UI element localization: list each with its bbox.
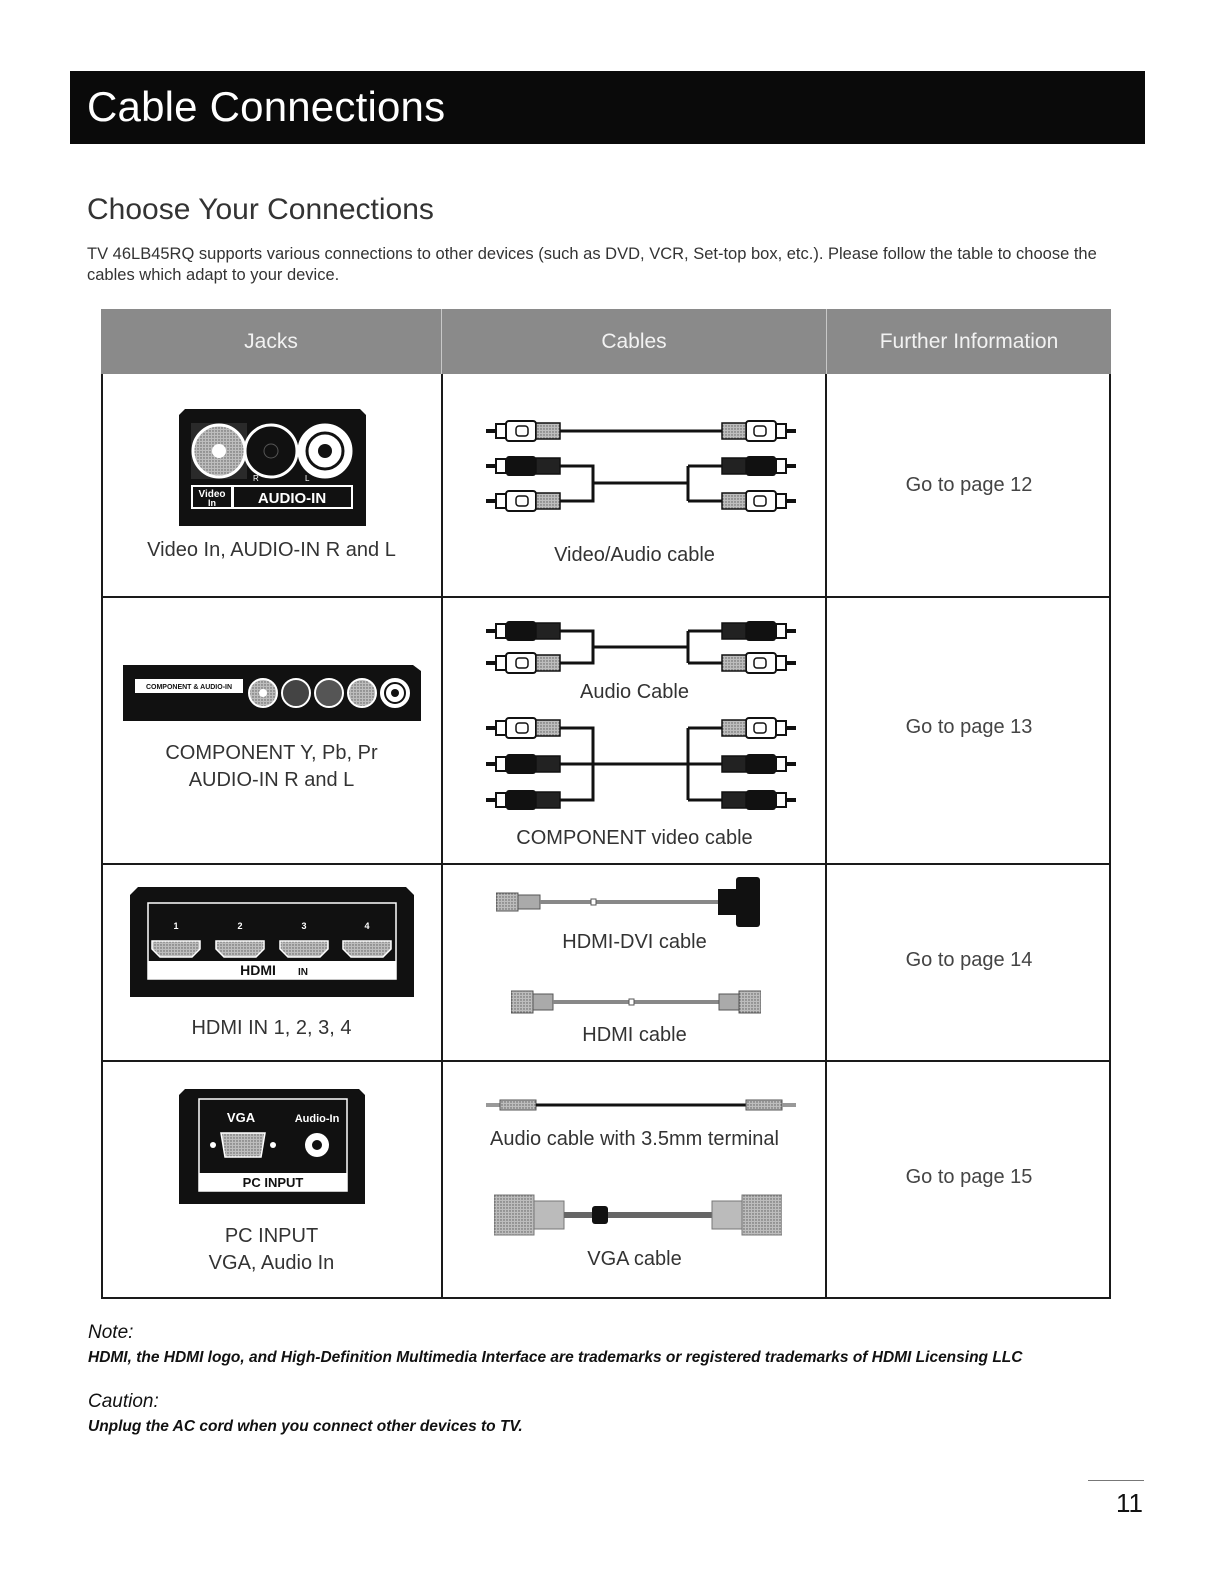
note-body: HDMI, the HDMI logo, and High-Definition Multimedia Interface are trademarks or registered trademarks of HDMI Licensing LLC	[88, 1349, 1023, 1366]
audio-in-jack-label: Audio-In	[294, 1113, 340, 1125]
jack-description-row4-line1: PC INPUT	[224, 1225, 319, 1247]
jack-description-row4-line2: VGA, Audio In	[208, 1252, 335, 1274]
pc-input-panel-title: PC INPUT	[242, 1175, 304, 1190]
section-subtitle: Choose Your Connections	[87, 193, 434, 226]
vga-cable-icon	[494, 1189, 782, 1241]
goto-page-15: Go to page 15	[905, 1166, 1033, 1188]
jack-description-row1: Video In, AUDIO-IN R and L	[147, 539, 396, 561]
jack-description-row2-line1: COMPONENT Y, Pb, Pr	[165, 742, 378, 764]
row-divider-2	[101, 863, 1111, 865]
row-divider-1	[101, 596, 1111, 598]
cable-label-vga: VGA cable	[587, 1248, 682, 1270]
intro-paragraph: TV 46LB45RQ supports various connections to other devices (such as DVD, VCR, Set-top box, etc.). Please follow the table to choose the cables which adapt to your device.	[87, 245, 1097, 284]
jack-description-row4	[101, 1223, 442, 1277]
header-jacks: Jacks	[101, 309, 442, 374]
caution-body: Unplug the AC cord when you connect other devices to TV.	[88, 1418, 523, 1435]
jack-r-label: R	[253, 474, 259, 483]
svg-text:Video: Video	[198, 489, 226, 500]
audio-cable-icon	[486, 617, 796, 677]
table-border-bottom	[101, 1297, 1111, 1299]
goto-page-12: Go to page 12	[905, 474, 1033, 496]
hdmi-cable-icon	[511, 987, 761, 1017]
page-number: 11	[1116, 1488, 1143, 1518]
table-border-left	[101, 374, 103, 1299]
cable-label-hdmi: HDMI cable	[582, 1024, 687, 1046]
jack-l-label: L	[305, 474, 310, 483]
vga-label: VGA	[226, 1110, 256, 1125]
audio-in-label: AUDIO-IN	[257, 490, 327, 507]
caution-heading: Caution:	[88, 1391, 159, 1412]
component-panel-title: COMPONENT & AUDIO-IN	[145, 684, 233, 691]
hdmi-port-2-label: 2	[237, 921, 243, 931]
cable-label-hdmi-dvi: HDMI-DVI cable	[562, 931, 707, 953]
header-further-information: Further Information	[827, 309, 1111, 374]
goto-page-14: Go to page 14	[905, 949, 1033, 971]
hdmi-port-1-label: 1	[173, 921, 179, 931]
page-number-rule	[1088, 1480, 1144, 1481]
svg-text:In: In	[208, 498, 216, 508]
page-title: Cable Connections	[87, 83, 446, 130]
hdmi-input-panel-icon	[130, 887, 414, 997]
goto-page-13: Go to page 13	[905, 716, 1033, 738]
hdmi-port-4-label: 4	[364, 921, 370, 931]
row-divider-3	[101, 1060, 1111, 1062]
table-border-right	[1109, 374, 1111, 1299]
connections-table	[101, 309, 1111, 1299]
jack-description-row2	[101, 740, 442, 794]
cable-label-row1: Video/Audio cable	[554, 544, 715, 566]
note-heading: Note:	[88, 1322, 134, 1343]
cable-label-component: COMPONENT video cable	[516, 827, 753, 849]
jack-description-row3: HDMI IN 1, 2, 3, 4	[191, 1017, 352, 1039]
cable-label-audio-3-5mm: Audio cable with 3.5mm terminal	[489, 1128, 779, 1150]
component-input-panel-icon	[123, 663, 421, 723]
audio-3-5mm-cable-icon	[486, 1095, 796, 1115]
pc-input-panel-icon	[179, 1089, 365, 1204]
hdmi-dvi-cable-icon	[496, 875, 776, 929]
header-cables: Cables	[442, 309, 827, 374]
video-audio-cable-icon	[486, 411, 796, 521]
cable-label-audio-cable: Audio Cable	[580, 681, 689, 703]
title-banner	[70, 71, 1145, 144]
hdmi-in-label: IN	[298, 967, 308, 978]
hdmi-port-3-label: 3	[301, 921, 307, 931]
hdmi-logo-icon: HDMI	[240, 962, 276, 978]
av-input-panel-icon	[179, 409, 366, 526]
component-video-cable-icon	[486, 714, 796, 814]
jack-description-row2-line2: AUDIO-IN R and L	[188, 769, 355, 791]
